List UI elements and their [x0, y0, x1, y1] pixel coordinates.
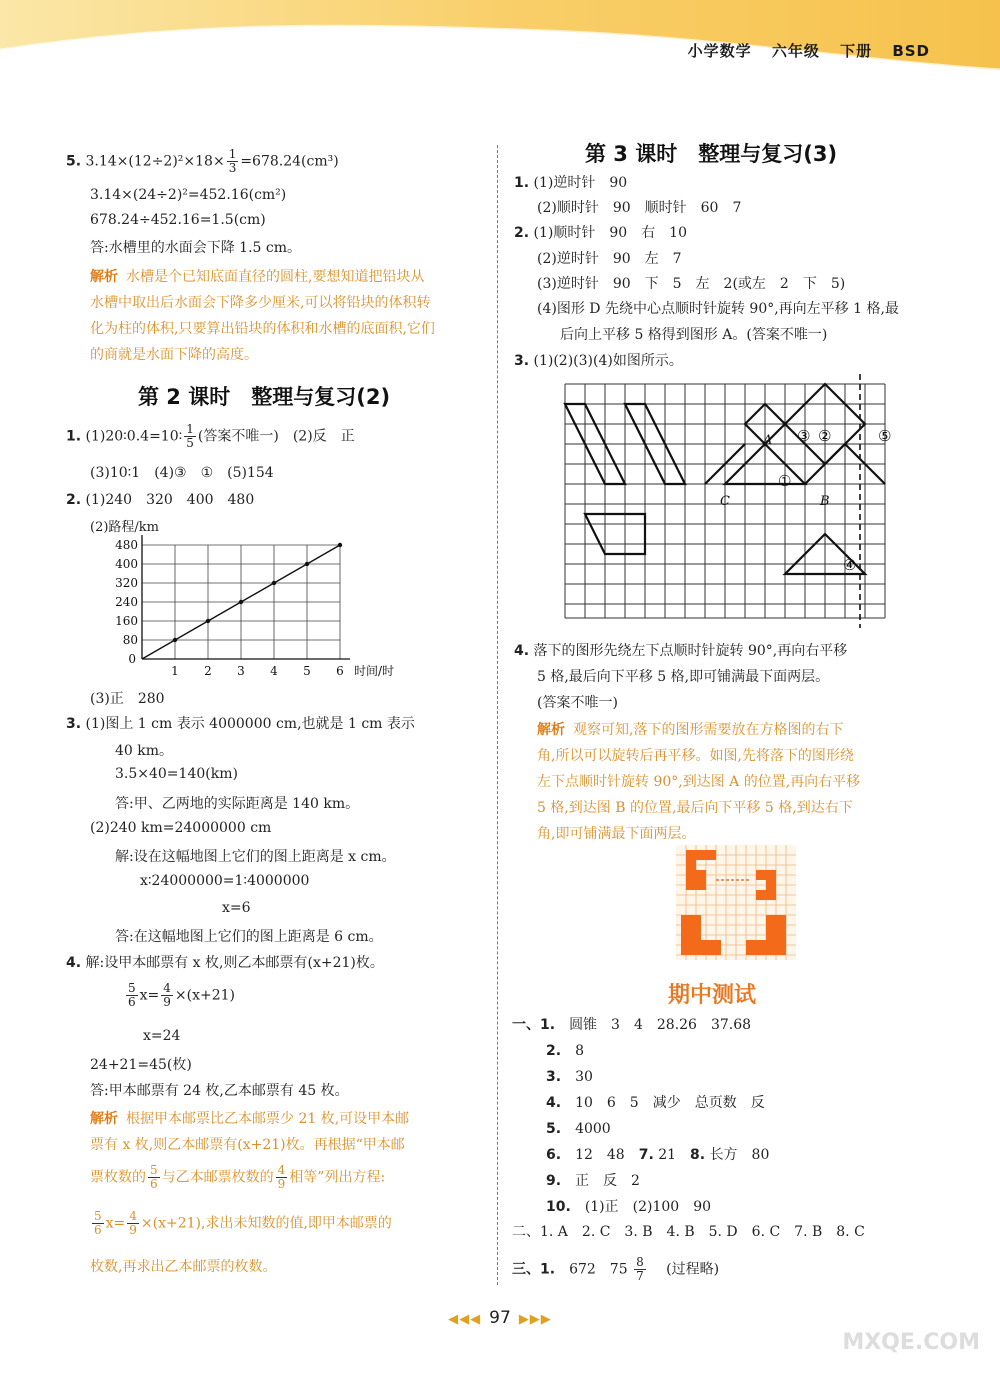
mt-i9: 9. 正 反 2 — [546, 1173, 640, 1189]
header-volume: 下册 — [840, 42, 873, 60]
r-q2-line3: (3)逆时针 90 下 5 左 2(或左 2 下 5) — [537, 276, 846, 292]
lesson3-title: 第 3 课时 整理与复习(3) — [585, 142, 838, 166]
fraction: $\frac{1}{3}$ — [228, 147, 237, 175]
y-tick-label: 480 — [115, 538, 138, 552]
data-point — [338, 543, 342, 547]
l2q3-line1: 3. (1)图上 1 cm 表示 4000000 cm,也就是 1 cm 表示 — [66, 716, 415, 732]
label-2: ② — [818, 427, 832, 445]
l2q4-equation: $\frac{5}{6}$ x= $\frac{4}{9}$ ×(x+21) — [128, 981, 236, 1009]
l2q4-line1: 4. 解:设甲本邮票有 x 枚,则乙本邮票有(x+21)枚。 — [66, 955, 384, 971]
q5-line2: 3.14×(24÷2)²=452.16(cm²) — [90, 187, 287, 203]
l2q3-line9: 答:在这幅地图上它们的图上距离是 6 cm。 — [115, 929, 383, 945]
label-5: ⑤ — [878, 427, 892, 445]
y-tick-label: 320 — [115, 576, 138, 590]
label-B: B — [820, 494, 830, 509]
x-tick-label: 5 — [303, 664, 311, 678]
data-point — [206, 619, 210, 623]
mt-i2: 2. 8 — [546, 1043, 584, 1059]
r-q2-line5: 后向上平移 5 格得到图形 A。(答案不唯一) — [560, 327, 828, 343]
r-q4-analysis-2: 角,所以可以旋转后再平移。如图,先将落下的图形绕 — [537, 748, 854, 764]
mt-s1-i1: 一、1. 圆锥 3 4 28.26 37.68 — [512, 1017, 752, 1033]
q5-answer: 答:水槽里的水面会下降 1.5 cm。 — [90, 240, 301, 256]
data-point — [173, 638, 177, 642]
l2q4-analysis-3: 票枚数的 $\frac{5}{6}$ 与乙本邮票枚数的 $\frac{4}{9}$ 相等”列出方程: — [90, 1163, 386, 1191]
l2q3-line5: (2)240 km=24000000 cm — [90, 820, 272, 836]
l2q4-answer: 答:甲本邮票有 24 枚,乙本邮票有 45 枚。 — [90, 1083, 349, 1099]
q5-analysis-2: 水槽中取出后水面会下降多少厘米,可以将铅块的体积转 — [90, 295, 431, 311]
origin-label: 0 — [128, 652, 136, 666]
l2q4-analysis-5: 枚数,再求出乙本邮票的枚数。 — [90, 1259, 277, 1275]
mt-i5: 5. 4000 — [546, 1121, 611, 1137]
column-divider — [497, 145, 498, 1285]
mt-i6-i8: 6. 12 48 7. 21 8. 长方 80 — [546, 1147, 770, 1163]
r-q4-line3: (答案不唯一) — [537, 695, 618, 711]
y-tick-label: 80 — [122, 633, 138, 647]
l2q1-line1: 1. (1)20∶0.4=10∶ $\frac{1}{5}$ (答案不唯一) (2)反 正 — [66, 422, 355, 450]
label-A: A — [763, 433, 773, 448]
tetris-diagram — [676, 845, 796, 960]
mt-i4: 4. 10 6 5 减少 总页数 反 — [546, 1095, 765, 1111]
transformation-grid — [560, 372, 905, 630]
q5-line3: 678.24÷452.16=1.5(cm) — [90, 212, 266, 228]
watermark: MXQE.COM — [842, 1330, 980, 1355]
label-1: ① — [778, 472, 792, 490]
r-q1-line1: 1. (1)逆时针 90 — [514, 175, 628, 191]
l2q3-line4: 答:甲、乙两地的实际距离是 140 km。 — [115, 796, 360, 812]
y-tick-label: 400 — [115, 557, 138, 571]
l2q2-line1: 2. (1)240 320 400 480 — [66, 492, 255, 508]
l2q3-line7: x∶24000000=1∶4000000 — [140, 873, 310, 889]
r-q4-line2: 5 格,最后向下平移 5 格,即可铺满最下面两层。 — [537, 669, 830, 685]
r-q4-analysis-1: 解析 观察可知,落下的图形需要放在方格图的右下 — [537, 722, 844, 738]
mt-i3: 3. 30 — [546, 1069, 593, 1085]
l2q3-line3: 3.5×40=140(km) — [115, 766, 238, 782]
fraction: $\frac{1}{5}$ — [186, 422, 194, 450]
q5-analysis-3: 化为柱的体积,只要算出铅块的体积和水槽的底面积,它们 — [90, 321, 435, 337]
y-tick-label: 160 — [115, 614, 138, 628]
x-tick-label: 2 — [204, 664, 212, 678]
l2q3-line8: x=6 — [222, 900, 251, 916]
header-edition: BSD — [892, 42, 930, 60]
mt-s2: 二、1. A 2. C 3. B 4. B 5. D 6. C 7. B 8. C — [512, 1224, 865, 1240]
label-4: ④ — [843, 556, 857, 574]
lesson2-title: 第 2 课时 整理与复习(2) — [138, 385, 391, 409]
x-tick-label: 1 — [171, 664, 179, 678]
q5-line1: 5. 3.14×(12÷2)²×18× $\frac{1}{3}$ =678.24(cm³) — [66, 147, 339, 175]
r-q4-analysis-4: 5 格,到达图 B 的位置,最后向下平移 5 格,到达右下 — [537, 800, 853, 816]
l2q1-line2: (3)10∶1 (4)③ ① (5)154 — [90, 465, 274, 481]
mt-s3: 三、1. 672 75 $\frac{8}{7}$ (过程略) — [512, 1255, 720, 1283]
q5-analysis-1: 解析 水槽是个已知底面直径的圆柱,要想知道把铅块从 — [90, 269, 425, 285]
l2q4-analysis-2: 票有 x 枚,则乙本邮票有(x+21)枚。再根据“甲本邮 — [90, 1137, 405, 1153]
r-q1-line2: (2)顺时针 90 顺时针 60 7 — [537, 200, 742, 216]
prev-arrows-icon: ◀◀◀ — [448, 1312, 482, 1327]
header-title — [674, 40, 930, 61]
x-tick-label: 4 — [270, 664, 278, 678]
page-footer — [0, 1308, 1000, 1328]
header-grade: 六年级 — [771, 42, 820, 60]
l2q4-line3: x=24 — [143, 1028, 181, 1044]
r-q4-analysis-3: 左下点顺时针旋转 90°,到达图 A 的位置,再向右平移 — [537, 774, 861, 790]
l2q3-line6: 解:设在这幅地图上它们的图上距离是 x cm。 — [115, 849, 396, 865]
x-tick-label: 3 — [237, 664, 245, 678]
r-q3-line1: 3. (1)(2)(3)(4)如图所示。 — [514, 353, 683, 369]
distance-time-chart — [100, 532, 420, 684]
page-number: 97 — [489, 1308, 511, 1328]
midterm-title: 期中测试 — [668, 983, 757, 1008]
y-tick-label: 240 — [115, 595, 138, 609]
next-arrows-icon: ▶▶▶ — [518, 1312, 552, 1327]
r-q2-line4: (4)图形 D 先绕中心点顺时针旋转 90°,再向左平移 1 格,最 — [537, 301, 899, 317]
header-subject: 小学数学 — [687, 42, 752, 60]
label-C: C — [720, 494, 730, 509]
parallelogram-3 — [585, 514, 645, 554]
x-tick-label: 6 — [336, 664, 344, 678]
r-q2-line1: 2. (1)顺时针 90 右 10 — [514, 225, 687, 241]
l2q2-part3: (3)正 280 — [90, 691, 165, 707]
data-point — [272, 581, 276, 585]
data-point — [239, 600, 243, 604]
data-point — [305, 562, 309, 566]
chart-title: (2)路程/km — [90, 520, 159, 535]
x-axis-label: 时间/时 — [354, 664, 395, 678]
l2q4-analysis-4: $\frac{5}{6}$ x= $\frac{4}{9}$ ×(x+21),求出未知数的值,即甲本邮票的 — [94, 1209, 392, 1237]
r-q4-analysis-5: 角,即可铺满最下面两层。 — [537, 826, 696, 842]
label-3: ③ — [797, 427, 811, 445]
l2q3-line2: 40 km。 — [115, 743, 174, 759]
mt-i10: 10. (1)正 (2)100 90 — [546, 1199, 712, 1215]
r-q4-line1: 4. 落下的图形先绕左下点顺时针旋转 90°,再向右平移 — [514, 643, 848, 659]
l2q4-analysis-1: 解析 根据甲本邮票比乙本邮票少 21 枚,可设甲本邮 — [90, 1111, 410, 1127]
r-q2-line2: (2)逆时针 90 左 7 — [537, 251, 682, 267]
l2q4-line4: 24+21=45(枚) — [90, 1057, 192, 1073]
q5-analysis-4: 的商就是水面下降的高度。 — [90, 347, 258, 363]
